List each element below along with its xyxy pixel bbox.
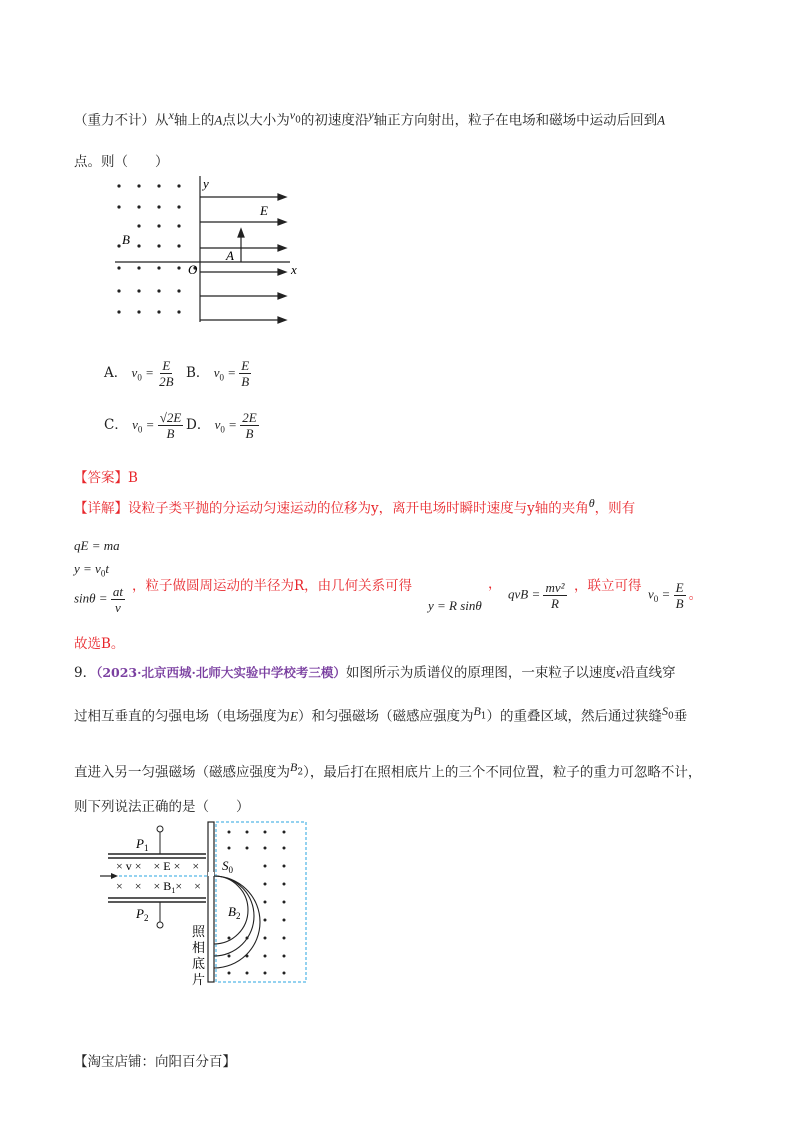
q8-stem-line1: （重力不计）从$^x$轴上的A点以大小为$^{v_0}$的初速度沿$^y$轴正方向射出，粒子在电场和磁场中运动后回到A — [74, 108, 666, 129]
q9-stem-line1: 9．（2023·北京西城·北师大实验中学校考三模）如图所示为质谱仪的原理图，一束粒子以速度v沿直线穿 — [74, 665, 676, 681]
option-b[interactable]: B． $v_0$ = $\frac{E}{B}$ — [186, 358, 250, 389]
svg-text:相: 相 — [192, 940, 206, 955]
svg-text:片: 片 — [192, 972, 206, 987]
option-c[interactable]: C． $v_0$ = $\frac{√2E}{B}$ — [104, 410, 182, 441]
svg-text:照: 照 — [192, 924, 206, 939]
detail-line: 【详解】设粒子类平抛的分运动匀速运动的位移为y，离开电场时瞬时速度与y轴的夹角$^\theta$，则有 — [74, 496, 636, 517]
label-B2: $B_2$ — [228, 904, 241, 921]
conclusion: 故选B。 — [74, 636, 125, 652]
label-P2: $P_2$ — [136, 906, 149, 923]
fig-label-E: E — [260, 203, 268, 218]
q9-stem-line2: 过相互垂直的匀强电场（电场强度为E）和匀强磁场（磁感应强度为$^{B_1}$）的重叠区域，然后通过狭缝$^{S_0}$垂 — [74, 704, 688, 725]
eq-y-Rsin: y = R sinθ — [428, 598, 482, 613]
magnetic-field-dots — [117, 184, 196, 313]
q9-stem-line4: 则下列说法正确的是（ ） — [74, 799, 250, 815]
fig-label-x: x — [291, 262, 297, 277]
mass-spectrometer-figure — [96, 818, 310, 988]
label-S0: $S_0$ — [222, 858, 233, 875]
fig-label-B: B — [122, 232, 130, 247]
fig-label-A: A — [226, 248, 234, 263]
detail-tail-text: ，联立可得 — [574, 578, 642, 594]
label-P1: $P_1$ — [136, 836, 149, 853]
electric-field-arrows — [200, 194, 286, 323]
eq-qE-ma: qE = ma — [74, 538, 120, 553]
option-d[interactable]: D． $v_0$ = $\frac{2E}{B}$ — [186, 410, 257, 441]
detail-mid-text: ，粒子做圆周运动的半径为R，由几何关系可得 — [132, 578, 413, 594]
option-a[interactable]: A． $v_0$ = $\frac{E}{2B}$ — [104, 358, 174, 389]
label-film — [192, 924, 206, 987]
fig-row-E: × v × × E × × — [116, 859, 200, 873]
fig-label-O: O — [188, 262, 198, 277]
detail-comma: ， — [488, 576, 502, 592]
answer-line: 【答案】B — [74, 470, 138, 486]
q8-field-figure — [110, 172, 310, 332]
q9-stem-line3: 直进入另一匀强磁场（磁感应强度为$^{B_2}$），最后打在照相底片上的三个不同位置，粒子的重力可忽略不计， — [74, 760, 702, 781]
fig-row-B1: × × × $B_1\times$ × — [116, 879, 201, 895]
svg-text:底: 底 — [192, 956, 206, 971]
eq-sin-theta: sinθ = $\frac{at}{v}$ — [74, 584, 123, 615]
eq-y-v0t: $y = v_0t$ — [74, 561, 109, 579]
eq-qvB: qvB = $\frac{\text{mv²}}{R}$ — [508, 580, 565, 611]
footer-shop: 【淘宝店铺：向阳百分百】 — [74, 1054, 236, 1070]
fig-label-y: y — [203, 176, 209, 191]
eq-v0-result: $v_0$ = $\frac{E}{B}$ 。 — [648, 580, 702, 611]
q8-stem-line2: 点。则（ ） — [74, 154, 169, 170]
